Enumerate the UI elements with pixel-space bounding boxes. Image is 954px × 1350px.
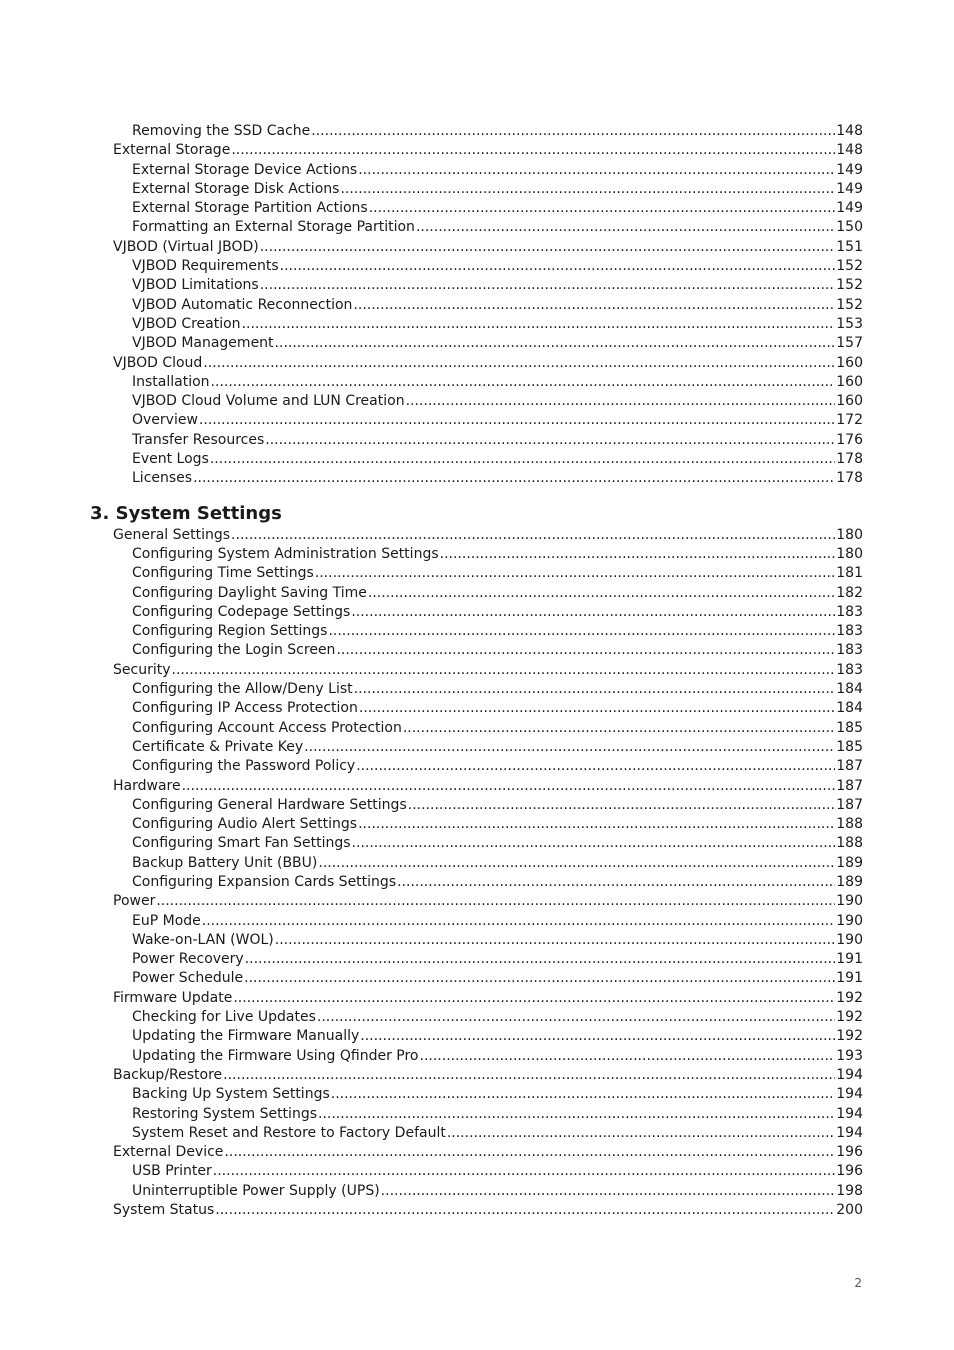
dot-leader	[352, 834, 836, 853]
toc-entry[interactable]	[0, 873, 863, 892]
toc-entry-title: Configuring the Login Screen	[132, 642, 336, 659]
toc-entry-title: VJBOD Management	[132, 335, 274, 352]
toc-entry-page: 194	[836, 1105, 863, 1122]
dot-leader	[368, 584, 835, 603]
toc-entry[interactable]	[0, 526, 863, 545]
toc-entry[interactable]	[0, 315, 863, 334]
toc-entry-title: System Reset and Restore to Factory Default	[132, 1124, 446, 1141]
toc-entry-page: 152	[836, 277, 863, 294]
toc-entry-title: Hardware	[113, 777, 181, 794]
toc-entry[interactable]	[0, 603, 863, 622]
dot-leader	[397, 873, 835, 892]
toc-entry-title: Configuring Region Settings	[132, 623, 328, 640]
toc-entry-page: 152	[836, 258, 863, 275]
toc-entry-title: VJBOD Automatic Reconnection	[132, 296, 353, 313]
toc-entry-title: Updating the Firmware Using Qfinder Pro	[132, 1047, 419, 1064]
toc-entry-title: Certificate & Private Key	[132, 738, 304, 755]
dot-leader	[360, 1027, 835, 1046]
toc-entry-page: 191	[836, 951, 863, 968]
toc-entry[interactable]	[0, 584, 863, 603]
toc-entry[interactable]	[0, 757, 863, 776]
toc-entry-title: Checking for Live Updates	[132, 1009, 316, 1026]
dot-leader	[336, 641, 835, 660]
page-number: 2	[854, 1276, 862, 1290]
toc-entry-page: 181	[836, 565, 863, 582]
toc-entry-page: 192	[836, 1009, 863, 1026]
toc-entry-title: VJBOD Limitations	[132, 277, 259, 294]
dot-leader	[244, 969, 835, 988]
toc-entry[interactable]	[0, 777, 863, 796]
dot-leader	[233, 989, 835, 1008]
toc-entry[interactable]	[0, 373, 863, 392]
dot-leader	[354, 680, 836, 699]
dot-leader	[447, 1124, 835, 1143]
toc-entry[interactable]	[0, 334, 863, 353]
toc-entry-title: USB Printer	[132, 1163, 212, 1180]
section-heading: 3. System Settings	[90, 502, 282, 524]
toc-entry-title: Configuring the Allow/Deny List	[132, 681, 353, 698]
toc-entry[interactable]	[0, 199, 863, 218]
table-of-contents	[0, 122, 954, 1220]
toc-entry[interactable]	[0, 950, 863, 969]
toc-entry[interactable]	[0, 699, 863, 718]
toc-entry-page: 192	[836, 1028, 863, 1045]
dot-leader	[182, 777, 836, 796]
toc-entry-title: External Storage Partition Actions	[132, 200, 368, 217]
dot-leader	[275, 931, 836, 950]
toc-entry[interactable]	[0, 1085, 863, 1104]
toc-entry-page: 151	[836, 238, 863, 255]
toc-entry-title: Overview	[132, 412, 198, 429]
toc-entry-page: 183	[836, 642, 863, 659]
toc-entry[interactable]	[0, 450, 863, 469]
toc-entry-title: Configuring Smart Fan Settings	[132, 835, 351, 852]
dot-leader	[318, 854, 835, 873]
toc-entry-page: 190	[836, 912, 863, 929]
toc-entry-page: 185	[836, 719, 863, 736]
toc-entry[interactable]	[0, 680, 863, 699]
dot-leader	[317, 1008, 835, 1027]
toc-entry[interactable]	[0, 641, 863, 660]
dot-leader	[381, 1182, 836, 1201]
toc-entry-title: Firmware Update	[113, 989, 233, 1006]
toc-entry-page: 189	[836, 873, 863, 890]
toc-entry-title: Installation	[132, 373, 210, 390]
dot-leader	[328, 622, 835, 641]
toc-entry[interactable]	[0, 296, 863, 315]
toc-entry[interactable]	[0, 1143, 863, 1162]
dot-leader	[280, 257, 836, 276]
dot-leader	[242, 315, 836, 334]
toc-entry[interactable]	[0, 1008, 863, 1027]
toc-entry-title: Configuring Daylight Saving Time	[132, 584, 367, 601]
toc-entry-title: VJBOD Requirements	[132, 258, 279, 275]
toc-entry-page: 193	[836, 1047, 863, 1064]
dot-leader	[213, 1162, 836, 1181]
toc-entry[interactable]	[0, 564, 863, 583]
toc-entry-title: Removing the SSD Cache	[132, 123, 311, 139]
toc-entry[interactable]	[0, 469, 863, 488]
toc-entry-page: 185	[836, 738, 863, 755]
dot-leader	[311, 122, 835, 141]
toc-entry[interactable]	[0, 1201, 863, 1220]
toc-entry-title: VJBOD Cloud Volume and LUN Creation	[132, 393, 405, 410]
toc-entry-title: Transfer Resources	[132, 431, 265, 448]
toc-entry[interactable]	[0, 276, 863, 295]
toc-entry[interactable]	[0, 238, 863, 257]
toc-entry-page: 160	[836, 354, 863, 371]
dot-leader	[275, 334, 836, 353]
toc-entry-page: 183	[836, 623, 863, 640]
dot-leader	[199, 411, 835, 430]
toc-entry-page: 178	[836, 451, 863, 468]
toc-entry-page: 194	[836, 1124, 863, 1141]
dot-leader	[358, 161, 835, 180]
toc-entry[interactable]	[0, 1066, 863, 1085]
toc-entry[interactable]	[0, 622, 863, 641]
toc-entry-page: 152	[836, 296, 863, 313]
toc-entry[interactable]	[0, 815, 863, 834]
toc-entry-title: Power	[113, 893, 156, 910]
toc-entry-page: 192	[836, 989, 863, 1006]
toc-list-after	[0, 526, 863, 1221]
toc-entry-title: Configuring Codepage Settings	[132, 603, 351, 620]
toc-entry-title: VJBOD Creation	[132, 315, 241, 332]
dot-leader	[406, 392, 836, 411]
toc-entry-page: 172	[836, 412, 863, 429]
toc-entry-title: Configuring System Administration Settings	[132, 545, 439, 562]
dot-leader	[318, 1105, 835, 1124]
dot-leader	[231, 526, 835, 545]
toc-entry[interactable]	[0, 122, 863, 141]
dot-leader	[231, 141, 835, 160]
toc-entry-page: 191	[836, 970, 863, 987]
toc-entry-page: 188	[836, 816, 863, 833]
dot-leader	[353, 296, 835, 315]
toc-entry-page: 184	[836, 700, 863, 717]
toc-entry[interactable]	[0, 141, 863, 160]
toc-entry-page: 153	[836, 315, 863, 332]
toc-entry-title: Licenses	[132, 470, 193, 487]
toc-entry-title: Restoring System Settings	[132, 1105, 317, 1122]
toc-entry-page: 182	[836, 584, 863, 601]
toc-list-before	[0, 122, 863, 489]
dot-leader	[210, 450, 835, 469]
toc-entry[interactable]	[0, 834, 863, 853]
toc-entry-page: 198	[836, 1182, 863, 1199]
toc-entry[interactable]	[0, 796, 863, 815]
toc-entry-page: 148	[836, 142, 863, 159]
toc-entry-page: 183	[836, 603, 863, 620]
toc-entry-title: Configuring General Hardware Settings	[132, 796, 407, 813]
toc-entry-page: 176	[836, 431, 863, 448]
toc-entry-page: 160	[836, 393, 863, 410]
toc-entry[interactable]	[0, 392, 863, 411]
toc-entry[interactable]	[0, 1162, 863, 1181]
toc-entry-page: 157	[836, 335, 863, 352]
toc-entry-title: General Settings	[113, 526, 231, 543]
toc-entry[interactable]	[0, 969, 863, 988]
toc-entry[interactable]	[0, 218, 863, 237]
toc-entry-page: 190	[836, 931, 863, 948]
toc-entry-title: Backing Up System Settings	[132, 1086, 330, 1103]
toc-entry-title: Wake-on-LAN (WOL)	[132, 931, 274, 948]
toc-entry-title: VJBOD Cloud	[113, 354, 203, 371]
toc-entry-page: 189	[836, 854, 863, 871]
toc-entry-page: 188	[836, 835, 863, 852]
dot-leader	[304, 738, 835, 757]
dot-leader	[193, 469, 835, 488]
toc-entry-title: Backup/Restore	[113, 1066, 223, 1083]
toc-entry-page: 178	[836, 470, 863, 487]
toc-entry[interactable]	[0, 1027, 863, 1046]
dot-leader	[172, 661, 836, 680]
toc-entry[interactable]	[0, 180, 863, 199]
dot-leader	[224, 1143, 835, 1162]
toc-entry-title: Event Logs	[132, 451, 209, 468]
toc-entry-title: Formatting an External Storage Partition	[132, 219, 415, 236]
dot-leader	[359, 699, 835, 718]
dot-leader	[202, 912, 836, 931]
toc-entry-title: Configuring Time Settings	[132, 565, 314, 582]
toc-entry[interactable]	[0, 257, 863, 276]
toc-entry-title: Power Recovery	[132, 951, 244, 968]
dot-leader	[440, 545, 836, 564]
dot-leader	[408, 796, 836, 815]
dot-leader	[420, 1047, 836, 1066]
dot-leader	[215, 1201, 835, 1220]
dot-leader	[245, 950, 836, 969]
toc-entry-page: 149	[836, 180, 863, 197]
toc-entry-title: Configuring Expansion Cards Settings	[132, 873, 397, 890]
dot-leader	[403, 719, 835, 738]
toc-entry-title: Configuring the Password Policy	[132, 758, 356, 775]
toc-entry-page: 180	[836, 545, 863, 562]
dot-leader	[351, 603, 835, 622]
toc-entry-page: 150	[836, 219, 863, 236]
dot-leader	[369, 199, 836, 218]
dot-leader	[340, 180, 835, 199]
toc-entry[interactable]	[0, 912, 863, 931]
toc-body	[0, 122, 863, 1220]
toc-entry-title: System Status	[113, 1202, 215, 1219]
toc-entry-page: 148	[836, 123, 863, 139]
toc-entry-title: External Device	[113, 1144, 224, 1161]
dot-leader	[156, 892, 835, 911]
toc-entry-title: VJBOD (Virtual JBOD)	[113, 238, 259, 255]
toc-entry[interactable]	[0, 661, 863, 680]
toc-entry[interactable]	[0, 989, 863, 1008]
toc-entry[interactable]	[0, 892, 863, 911]
toc-entry-page: 194	[836, 1086, 863, 1103]
toc-entry[interactable]	[0, 1047, 863, 1066]
dot-leader	[211, 373, 836, 392]
toc-entry-page: 187	[836, 796, 863, 813]
toc-entry-page: 180	[836, 526, 863, 543]
toc-entry[interactable]	[0, 161, 863, 180]
toc-entry[interactable]	[0, 411, 863, 430]
dot-leader	[358, 815, 835, 834]
toc-entry-page: 196	[836, 1163, 863, 1180]
dot-leader	[265, 431, 835, 450]
toc-entry[interactable]	[0, 738, 863, 757]
toc-entry-page: 149	[836, 161, 863, 178]
toc-entry-title: Uninterruptible Power Supply (UPS)	[132, 1182, 380, 1199]
dot-leader	[356, 757, 835, 776]
toc-entry[interactable]	[0, 545, 863, 564]
toc-entry-page: 196	[836, 1144, 863, 1161]
toc-entry-title: Configuring IP Access Protection	[132, 700, 358, 717]
toc-entry-page: 184	[836, 681, 863, 698]
toc-entry-page: 200	[836, 1202, 863, 1219]
dot-leader	[315, 564, 835, 583]
toc-entry-page: 149	[836, 200, 863, 217]
dot-leader	[331, 1085, 836, 1104]
toc-entry[interactable]	[0, 431, 863, 450]
dot-leader	[203, 354, 835, 373]
toc-entry[interactable]	[0, 719, 863, 738]
toc-entry-page: 187	[836, 777, 863, 794]
toc-entry-title: Configuring Audio Alert Settings	[132, 816, 358, 833]
toc-entry-title: Power Schedule	[132, 970, 244, 987]
toc-entry-title: EuP Mode	[132, 912, 201, 929]
toc-entry-title: Security	[113, 661, 171, 678]
toc-entry-title: Configuring Account Access Protection	[132, 719, 402, 736]
dot-leader	[223, 1066, 835, 1085]
toc-entry-page: 190	[836, 893, 863, 910]
toc-entry-page: 194	[836, 1066, 863, 1083]
toc-entry-title: External Storage Disk Actions	[132, 180, 340, 197]
toc-entry-page: 187	[836, 758, 863, 775]
toc-entry[interactable]	[0, 1182, 863, 1201]
toc-entry-page: 160	[836, 373, 863, 390]
toc-entry-page: 183	[836, 661, 863, 678]
toc-entry[interactable]	[0, 854, 863, 873]
toc-entry[interactable]	[0, 1124, 863, 1143]
toc-entry[interactable]	[0, 1105, 863, 1124]
dot-leader	[416, 218, 835, 237]
toc-entry-title: External Storage Device Actions	[132, 161, 358, 178]
toc-entry-title: Backup Battery Unit (BBU)	[132, 854, 318, 871]
dot-leader	[260, 238, 836, 257]
toc-entry-title: External Storage	[113, 142, 231, 159]
toc-entry-title: Updating the Firmware Manually	[132, 1028, 360, 1045]
dot-leader	[260, 276, 836, 295]
toc-entry[interactable]	[0, 931, 863, 950]
toc-entry[interactable]	[0, 354, 863, 373]
